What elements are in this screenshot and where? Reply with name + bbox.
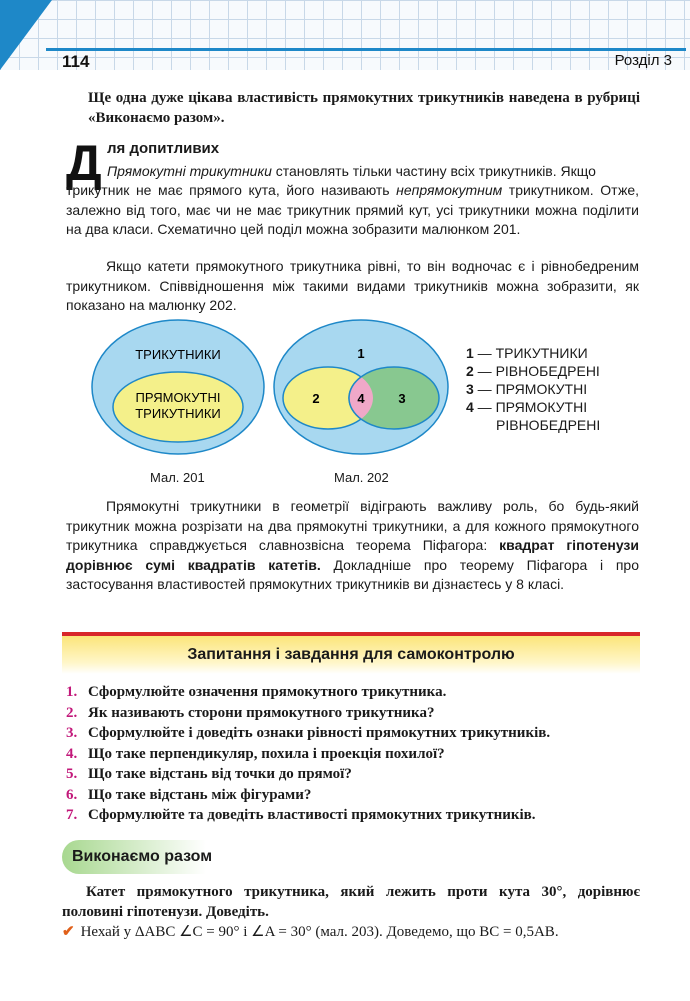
list-item: 2. Як називають сторони прямокутного трикутника? (66, 704, 435, 721)
list-item: 5. Що таке відстань від точки до прямої? (66, 766, 352, 782)
together-task: Катет прямокутного трикутника, який лежить проти кута 30°, дорівнює половині гіпотенузи. Доведіть. (62, 884, 640, 920)
list-item: 7. Сформулюйте та доведіть властивості прямокутних трикутників. (66, 807, 536, 823)
p1-rest: становлять тільки частину всіх трикутників. Якщо (271, 163, 596, 179)
questions-list (66, 682, 646, 826)
legend-item: 3 — ПРЯМОКУТНІ (466, 381, 588, 397)
given-text: Нехай у ΔABC ∠C = 90° і ∠A = 30° (мал. 203). Доведемо, що BC = 0,5AB. (80, 924, 559, 940)
together-given (62, 922, 652, 942)
fig201-outer-label: ТРИКУТНИКИ (135, 347, 221, 362)
questions-title: Запитання і завдання для самоконтролю (62, 636, 640, 674)
list-item: 1. Сформулюйте означення прямокутного трикутника. (66, 684, 447, 700)
fig202-region-3: 3 (398, 391, 406, 406)
p3-bold: квадрат гіпотенузи дорівнює сумі квадратів катетів. (66, 537, 639, 573)
box-paragraph-2: Якщо катети прямокутного трикутника рівні, то він водночас є і рівнобедреним трикутником. Співвідношення між такими видами трикутників можна зобразити, як показано на малюнку 202. (66, 258, 639, 313)
legend-item: 4 — ПРЯМОКУТНІ (466, 399, 588, 415)
together-title: Виконаємо разом (62, 840, 222, 874)
fig202-legend (466, 344, 600, 434)
fig202-region-4: 4 (357, 391, 365, 406)
intro-end: . (220, 110, 225, 126)
legend-item-continuation: РІВНОБЕДРЕНІ (496, 417, 601, 433)
dropcap-letter: Д (66, 135, 102, 191)
legend-item: 2 — РІВНОБЕДРЕНІ (466, 363, 600, 379)
box-title: ля допитливих (107, 140, 220, 157)
page-number: 114 (62, 52, 90, 71)
p3-end: Докладніше про теорему Піфагора і про застосування властивостей прямокутних трикутників ви дізнаєтесь у 8 класі. (66, 556, 640, 592)
fig201-inner-label-1: ПРЯМОКУТНІ (135, 390, 221, 405)
fig202-caption: Мал. 202 (334, 470, 389, 485)
p1b-start: трикутник не має прямого кута, його називають (66, 182, 397, 198)
list-item: 4. Що таке перпендикуляр, похила і проекція похилої? (66, 745, 445, 762)
list-item: 3. Сформулюйте і доведіть ознаки рівності прямокутних трикутників. (66, 725, 551, 741)
section-label: Розділ 3 (614, 52, 672, 69)
box-paragraph-3 (66, 497, 639, 595)
fig201-caption: Мал. 201 (150, 470, 205, 485)
fig202-region-2: 2 (312, 391, 320, 406)
p1b-end: трикутником. Отже, залежно від того, має чи не має трикутник прямий кут, усі трикутники можна поділити на два класи. Схематично цей поділ можна зобразити малюнком 201. (66, 182, 640, 237)
term-italic: Прямокутні трикутники (107, 163, 272, 179)
list-item: 6. Що таке відстань між фігурами? (66, 786, 312, 803)
p3-text: Прямокутні трикутники в геометрії відіграють важливу роль, бо будь-який трикутник можна розрізати на два прямокутні трикутники, а для кожного прямокутного трикутника справджується славнозвісна теорема Піфагора: (66, 498, 639, 553)
p1b-italic: непрямокутним (396, 182, 503, 198)
check-icon: ✔ (62, 924, 75, 940)
fig201-inner-label-2: ТРИКУТНИКИ (135, 406, 221, 421)
intro-text: Ще одна дуже цікава властивість прямокутних трикутників наведена в рубриці (88, 90, 640, 106)
fig202-region-1: 1 (357, 346, 365, 361)
legend-item: 1 — ТРИКУТНИКИ (466, 345, 588, 361)
intro-quote: «Виконаємо разом» (88, 110, 221, 126)
